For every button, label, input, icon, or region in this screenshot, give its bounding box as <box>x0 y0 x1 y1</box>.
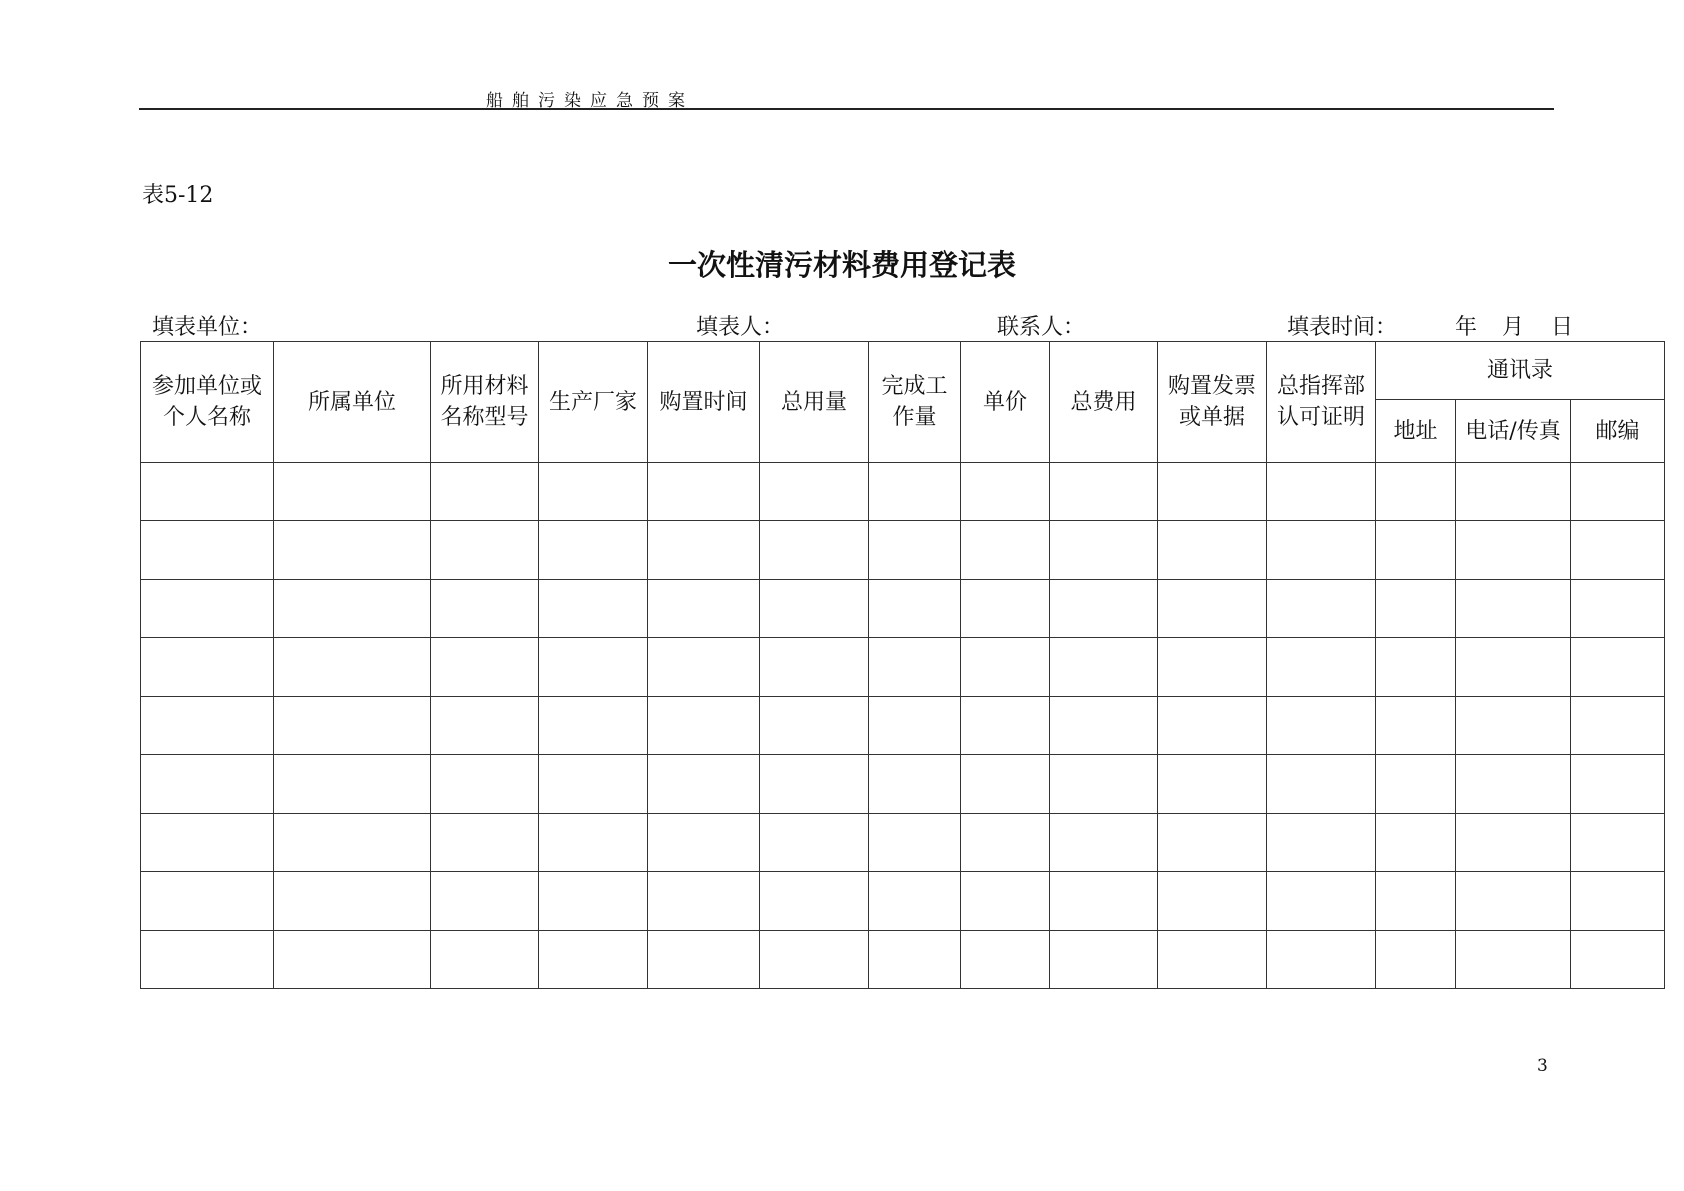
table-row <box>141 463 1665 521</box>
blank-cell <box>431 463 539 521</box>
blank-cell <box>760 638 869 696</box>
blank-cell <box>141 872 274 930</box>
contact-person-label: 联系人： <box>997 315 1086 340</box>
blank-cell <box>431 755 539 813</box>
blank-cell <box>431 930 539 989</box>
blank-cell <box>1376 930 1456 989</box>
blank-cell <box>1267 813 1376 871</box>
blank-cell <box>1571 521 1665 579</box>
blank-cell <box>141 755 274 813</box>
blank-cell <box>961 872 1050 930</box>
blank-cell <box>1376 521 1456 579</box>
blank-cell <box>1456 813 1571 871</box>
blank-cell <box>1376 638 1456 696</box>
blank-cell <box>1571 463 1665 521</box>
blank-cell <box>1050 813 1158 871</box>
table-row <box>141 696 1665 754</box>
blank-cell <box>1571 813 1665 871</box>
blank-cell <box>1376 696 1456 754</box>
blank-cell <box>1456 755 1571 813</box>
blank-cell <box>648 872 760 930</box>
blank-cell <box>1267 521 1376 579</box>
blank-cell <box>274 696 431 754</box>
blank-cell <box>1158 930 1267 989</box>
blank-cell <box>648 463 760 521</box>
blank-cell <box>539 872 648 930</box>
blank-cell <box>1571 930 1665 989</box>
blank-cell <box>760 696 869 754</box>
blank-cell <box>141 696 274 754</box>
blank-cell <box>141 521 274 579</box>
blank-cell <box>141 930 274 989</box>
blank-cell <box>648 638 760 696</box>
blank-cell <box>1158 638 1267 696</box>
header-postcode: 邮编 <box>1571 400 1665 463</box>
blank-cell <box>760 521 869 579</box>
header-manufacturer: 生产厂家 <box>539 342 648 463</box>
header-invoice: 购置发票或单据 <box>1158 342 1267 463</box>
page-number: 3 <box>1537 1056 1548 1076</box>
table-row <box>141 638 1665 696</box>
header-approval: 总指挥部认可证明 <box>1267 342 1376 463</box>
blank-cell <box>539 579 648 637</box>
blank-cell <box>869 521 961 579</box>
blank-cell <box>869 930 961 989</box>
blank-cell <box>1267 755 1376 813</box>
blank-cell <box>539 755 648 813</box>
blank-cell <box>1456 930 1571 989</box>
blank-cell <box>274 930 431 989</box>
blank-cell <box>961 579 1050 637</box>
blank-cell <box>1456 872 1571 930</box>
day-label: 日 <box>1551 315 1574 340</box>
blank-cell <box>1050 638 1158 696</box>
table-row <box>141 872 1665 930</box>
blank-cell <box>648 696 760 754</box>
blank-cell <box>539 463 648 521</box>
blank-cell <box>961 638 1050 696</box>
blank-cell <box>760 579 869 637</box>
blank-cell <box>1456 579 1571 637</box>
blank-cell <box>1050 872 1158 930</box>
blank-cell <box>961 696 1050 754</box>
blank-cell <box>431 813 539 871</box>
header-unit-price: 单价 <box>961 342 1050 463</box>
blank-cell <box>760 872 869 930</box>
blank-cell <box>431 638 539 696</box>
blank-cell <box>760 930 869 989</box>
form-title: 一次性清污材料费用登记表 <box>667 248 1016 282</box>
blank-cell <box>274 521 431 579</box>
year-label: 年 <box>1455 315 1478 340</box>
blank-cell <box>1050 579 1158 637</box>
blank-cell <box>431 579 539 637</box>
blank-cell <box>141 579 274 637</box>
table-body <box>141 463 1665 989</box>
blank-cell <box>431 521 539 579</box>
blank-cell <box>1376 579 1456 637</box>
blank-cell <box>1158 872 1267 930</box>
filler-label: 填表人： <box>696 315 785 340</box>
header-purchase-time: 购置时间 <box>648 342 760 463</box>
blank-cell <box>869 813 961 871</box>
blank-cell <box>539 638 648 696</box>
blank-cell <box>1158 579 1267 637</box>
blank-cell <box>648 755 760 813</box>
blank-cell <box>1158 463 1267 521</box>
table-row <box>141 579 1665 637</box>
blank-cell <box>1571 696 1665 754</box>
blank-cell <box>648 579 760 637</box>
blank-cell <box>760 463 869 521</box>
blank-cell <box>760 755 869 813</box>
blank-cell <box>539 930 648 989</box>
blank-cell <box>961 755 1050 813</box>
blank-cell <box>1050 696 1158 754</box>
blank-cell <box>869 638 961 696</box>
blank-cell <box>1456 638 1571 696</box>
blank-cell <box>1571 579 1665 637</box>
blank-cell <box>1050 930 1158 989</box>
blank-cell <box>1158 813 1267 871</box>
blank-cell <box>1267 638 1376 696</box>
blank-cell <box>961 813 1050 871</box>
blank-cell <box>1376 755 1456 813</box>
blank-cell <box>961 521 1050 579</box>
table-row <box>141 813 1665 871</box>
blank-cell <box>274 755 431 813</box>
blank-cell <box>1376 813 1456 871</box>
blank-cell <box>1267 696 1376 754</box>
table-row <box>141 521 1665 579</box>
header-total-usage: 总用量 <box>760 342 869 463</box>
blank-cell <box>1456 463 1571 521</box>
blank-cell <box>1376 872 1456 930</box>
blank-cell <box>648 521 760 579</box>
blank-cell <box>141 638 274 696</box>
blank-cell <box>431 696 539 754</box>
blank-cell <box>1158 755 1267 813</box>
material-cost-table <box>140 341 1665 989</box>
blank-cell <box>1571 872 1665 930</box>
blank-cell <box>1456 696 1571 754</box>
blank-cell <box>1050 755 1158 813</box>
blank-cell <box>1050 521 1158 579</box>
header-affiliation: 所属单位 <box>274 342 431 463</box>
blank-cell <box>274 638 431 696</box>
blank-cell <box>760 813 869 871</box>
blank-cell <box>274 463 431 521</box>
blank-cell <box>1267 930 1376 989</box>
blank-cell <box>1267 463 1376 521</box>
header-material: 所用材料名称型号 <box>431 342 539 463</box>
blank-cell <box>1571 755 1665 813</box>
filling-unit-label: 填表单位： <box>152 315 263 340</box>
header-participant: 参加单位或个人名称 <box>141 342 274 463</box>
blank-cell <box>274 813 431 871</box>
blank-cell <box>1158 696 1267 754</box>
header-contacts: 通讯录 <box>1376 342 1665 400</box>
header-workload: 完成工作量 <box>869 342 961 463</box>
blank-cell <box>869 872 961 930</box>
blank-cell <box>1267 872 1376 930</box>
blank-cell <box>539 521 648 579</box>
table-row <box>141 755 1665 813</box>
header-phone-fax: 电话/传真 <box>1456 400 1571 463</box>
blank-cell <box>1267 579 1376 637</box>
running-header: 船舶污染应急预案 <box>486 91 694 111</box>
blank-cell <box>141 813 274 871</box>
blank-cell <box>539 696 648 754</box>
blank-cell <box>869 579 961 637</box>
blank-cell <box>961 930 1050 989</box>
header-rule <box>139 108 1554 110</box>
blank-cell <box>274 579 431 637</box>
header-total-cost: 总费用 <box>1050 342 1158 463</box>
blank-cell <box>648 930 760 989</box>
blank-cell <box>539 813 648 871</box>
blank-cell <box>1456 521 1571 579</box>
blank-cell <box>869 463 961 521</box>
blank-cell <box>869 696 961 754</box>
table-number: 表5-12 <box>142 183 214 208</box>
blank-cell <box>141 463 274 521</box>
blank-cell <box>869 755 961 813</box>
filling-time-label: 填表时间： <box>1287 315 1398 340</box>
blank-cell <box>1050 463 1158 521</box>
blank-cell <box>1571 638 1665 696</box>
blank-cell <box>648 813 760 871</box>
table-row <box>141 930 1665 989</box>
month-label: 月 <box>1502 315 1525 340</box>
blank-cell <box>431 872 539 930</box>
header-address: 地址 <box>1376 400 1456 463</box>
blank-cell <box>274 872 431 930</box>
blank-cell <box>1158 521 1267 579</box>
blank-cell <box>1376 463 1456 521</box>
blank-cell <box>961 463 1050 521</box>
